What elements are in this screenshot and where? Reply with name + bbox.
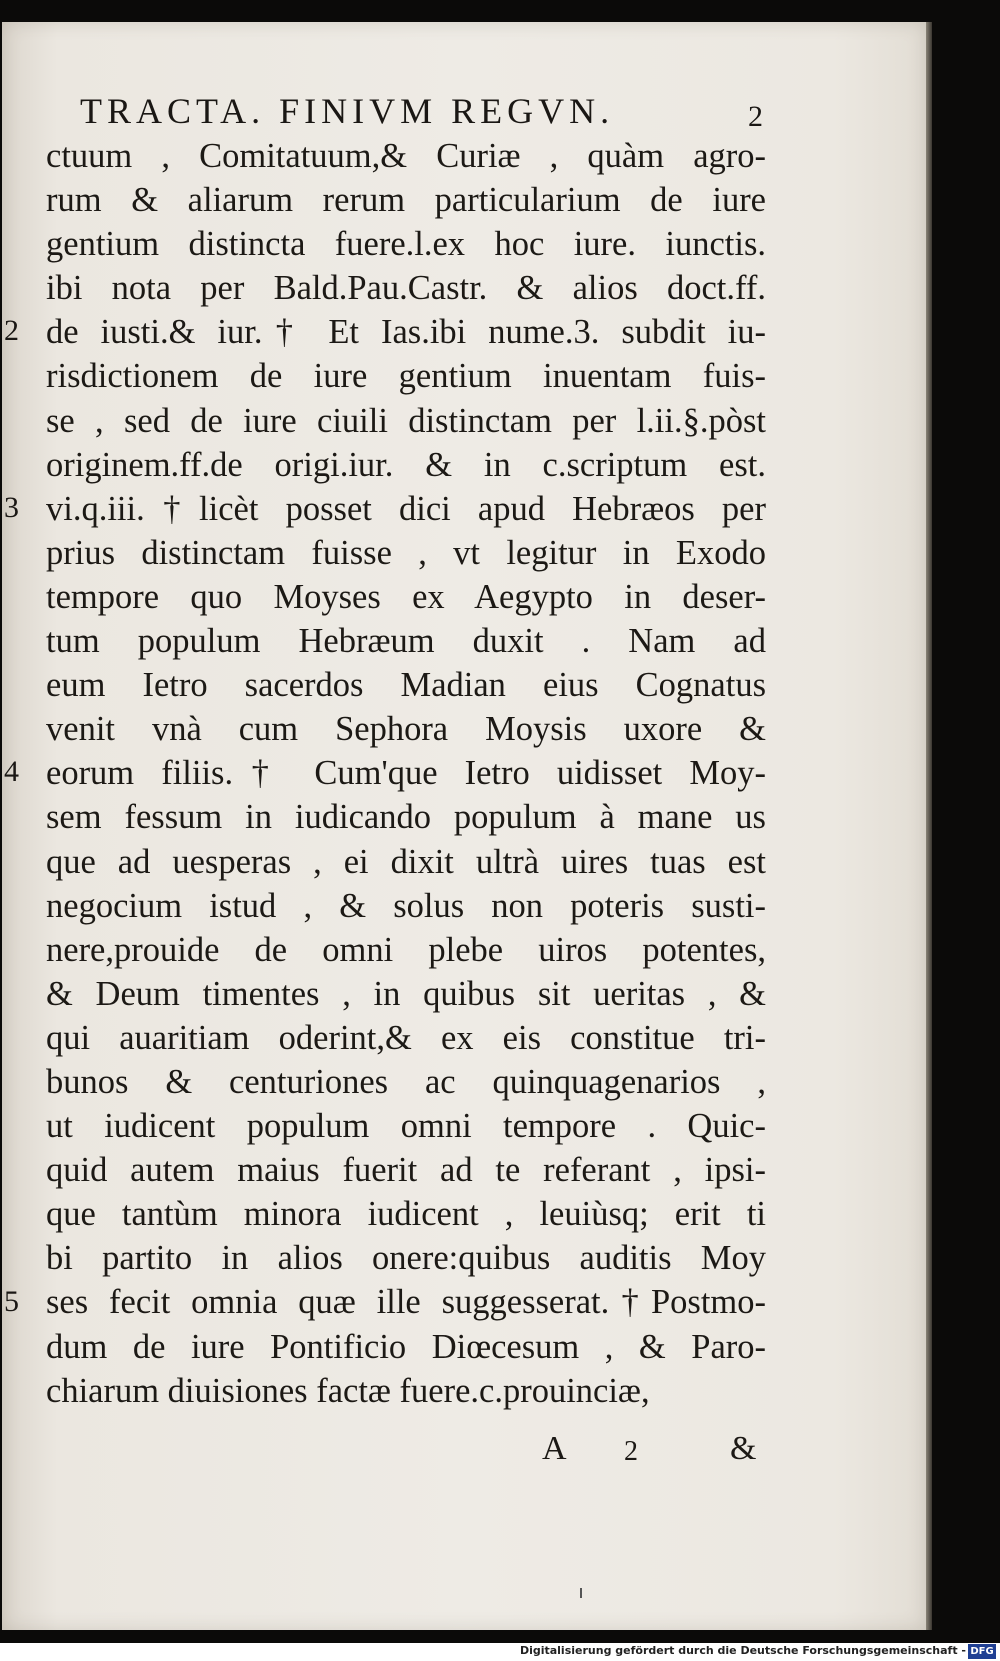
text-line: ctuum , Comitatuum,& Curiæ , quàm agro- [46, 137, 766, 175]
text-line: ut iudicent populum omni tempore . Quic- [46, 1107, 766, 1146]
signature-mark: A [542, 1430, 567, 1467]
running-title: TRACTA. FINIVM REGVN. [80, 91, 615, 131]
margin-number: 3 [4, 490, 19, 524]
text-line: tum populum Hebræum duxit . Nam ad [46, 622, 766, 661]
ink-speck [580, 1588, 582, 1598]
text-line: vi.q.iii.†licèt posset dici apud Hebræos per [46, 489, 766, 528]
text-line: tempore quo Moyses ex Aegypto in deser- [46, 577, 766, 616]
text-line: & Deum timentes , in quibus sit ueritas , & [46, 974, 766, 1013]
text-line: risdictionem de iure gentium inuentam fuis- [46, 357, 766, 396]
margin-number: 5 [4, 1284, 19, 1318]
folio-number: 2 [748, 100, 763, 133]
text-line: que ad uesperas , ei dixit ultrà uires tuas est [46, 842, 766, 881]
margin-number: 4 [4, 755, 19, 789]
text-line: eum Ietro sacerdos Madian eius Cognatus [46, 666, 766, 705]
text-line: bunos & centuriones ac quinquagenarios , [46, 1062, 766, 1101]
text-line: nere,prouide de omni plebe uiros potentes, [46, 930, 766, 969]
text-line: que tantùm minora iudicent , leuiùsq; erit ti [46, 1195, 766, 1234]
text-line: de iusti.& iur.† Et Ias.ibi nume.3. subdit iu- [46, 313, 766, 352]
signature-number: 2 [624, 1436, 638, 1467]
body-text [46, 134, 766, 1413]
footer-credit: Digitalisierung gefördert durch die Deutsche Forschungsgemeinschaft - [519, 1644, 966, 1657]
text-line: bi partito in alios onere:quibus auditis Moy [46, 1239, 766, 1278]
text-line: se , sed de iure ciuili distinctam per l.ii.§.pòst [46, 401, 766, 440]
text-line: originem.ff.de origi.iur. & in c.scriptum est. [46, 445, 766, 484]
dfg-logo: DFG [968, 1644, 996, 1659]
text-line: quid autem maius fuerit ad te referant , ipsi- [46, 1151, 766, 1190]
text-line: sem fessum in iudicando populum à mane us [46, 798, 766, 837]
text-line: chiarum diuisiones factæ fuere.c.prouinciæ, [46, 1371, 650, 1410]
text-line: eorum filiis.† Cum'que Ietro uidisset Moy- [46, 754, 766, 793]
page-edge [926, 22, 932, 1630]
margin-number: 2 [4, 314, 19, 348]
text-line: venit vnà cum Sephora Moysis uxore & [46, 710, 766, 749]
text-line: gentium distincta fuere.l.ex hoc iure. iunctis. [46, 225, 766, 264]
footer-bar [0, 1643, 1000, 1661]
text-line: ses fecit omnia quæ ille suggesserat.†Postmo- [46, 1283, 766, 1322]
page-header [80, 72, 770, 132]
catchword: & [730, 1430, 757, 1467]
book-page [2, 22, 926, 1630]
catchline [542, 1430, 762, 1474]
text-line: negocium istud , & solus non poteris susti- [46, 886, 766, 925]
text-line: ibi nota per Bald.Pau.Castr. & alios doct.ff. [46, 269, 766, 308]
text-line: dum de iure Pontificio Diœcesum , & Paro- [46, 1327, 766, 1366]
text-line: qui auaritiam oderint,& ex eis constitue tri- [46, 1018, 766, 1057]
text-line: rum & aliarum rerum particularium de iure [46, 181, 766, 220]
text-line: prius distinctam fuisse , vt legitur in Exodo [46, 533, 766, 572]
